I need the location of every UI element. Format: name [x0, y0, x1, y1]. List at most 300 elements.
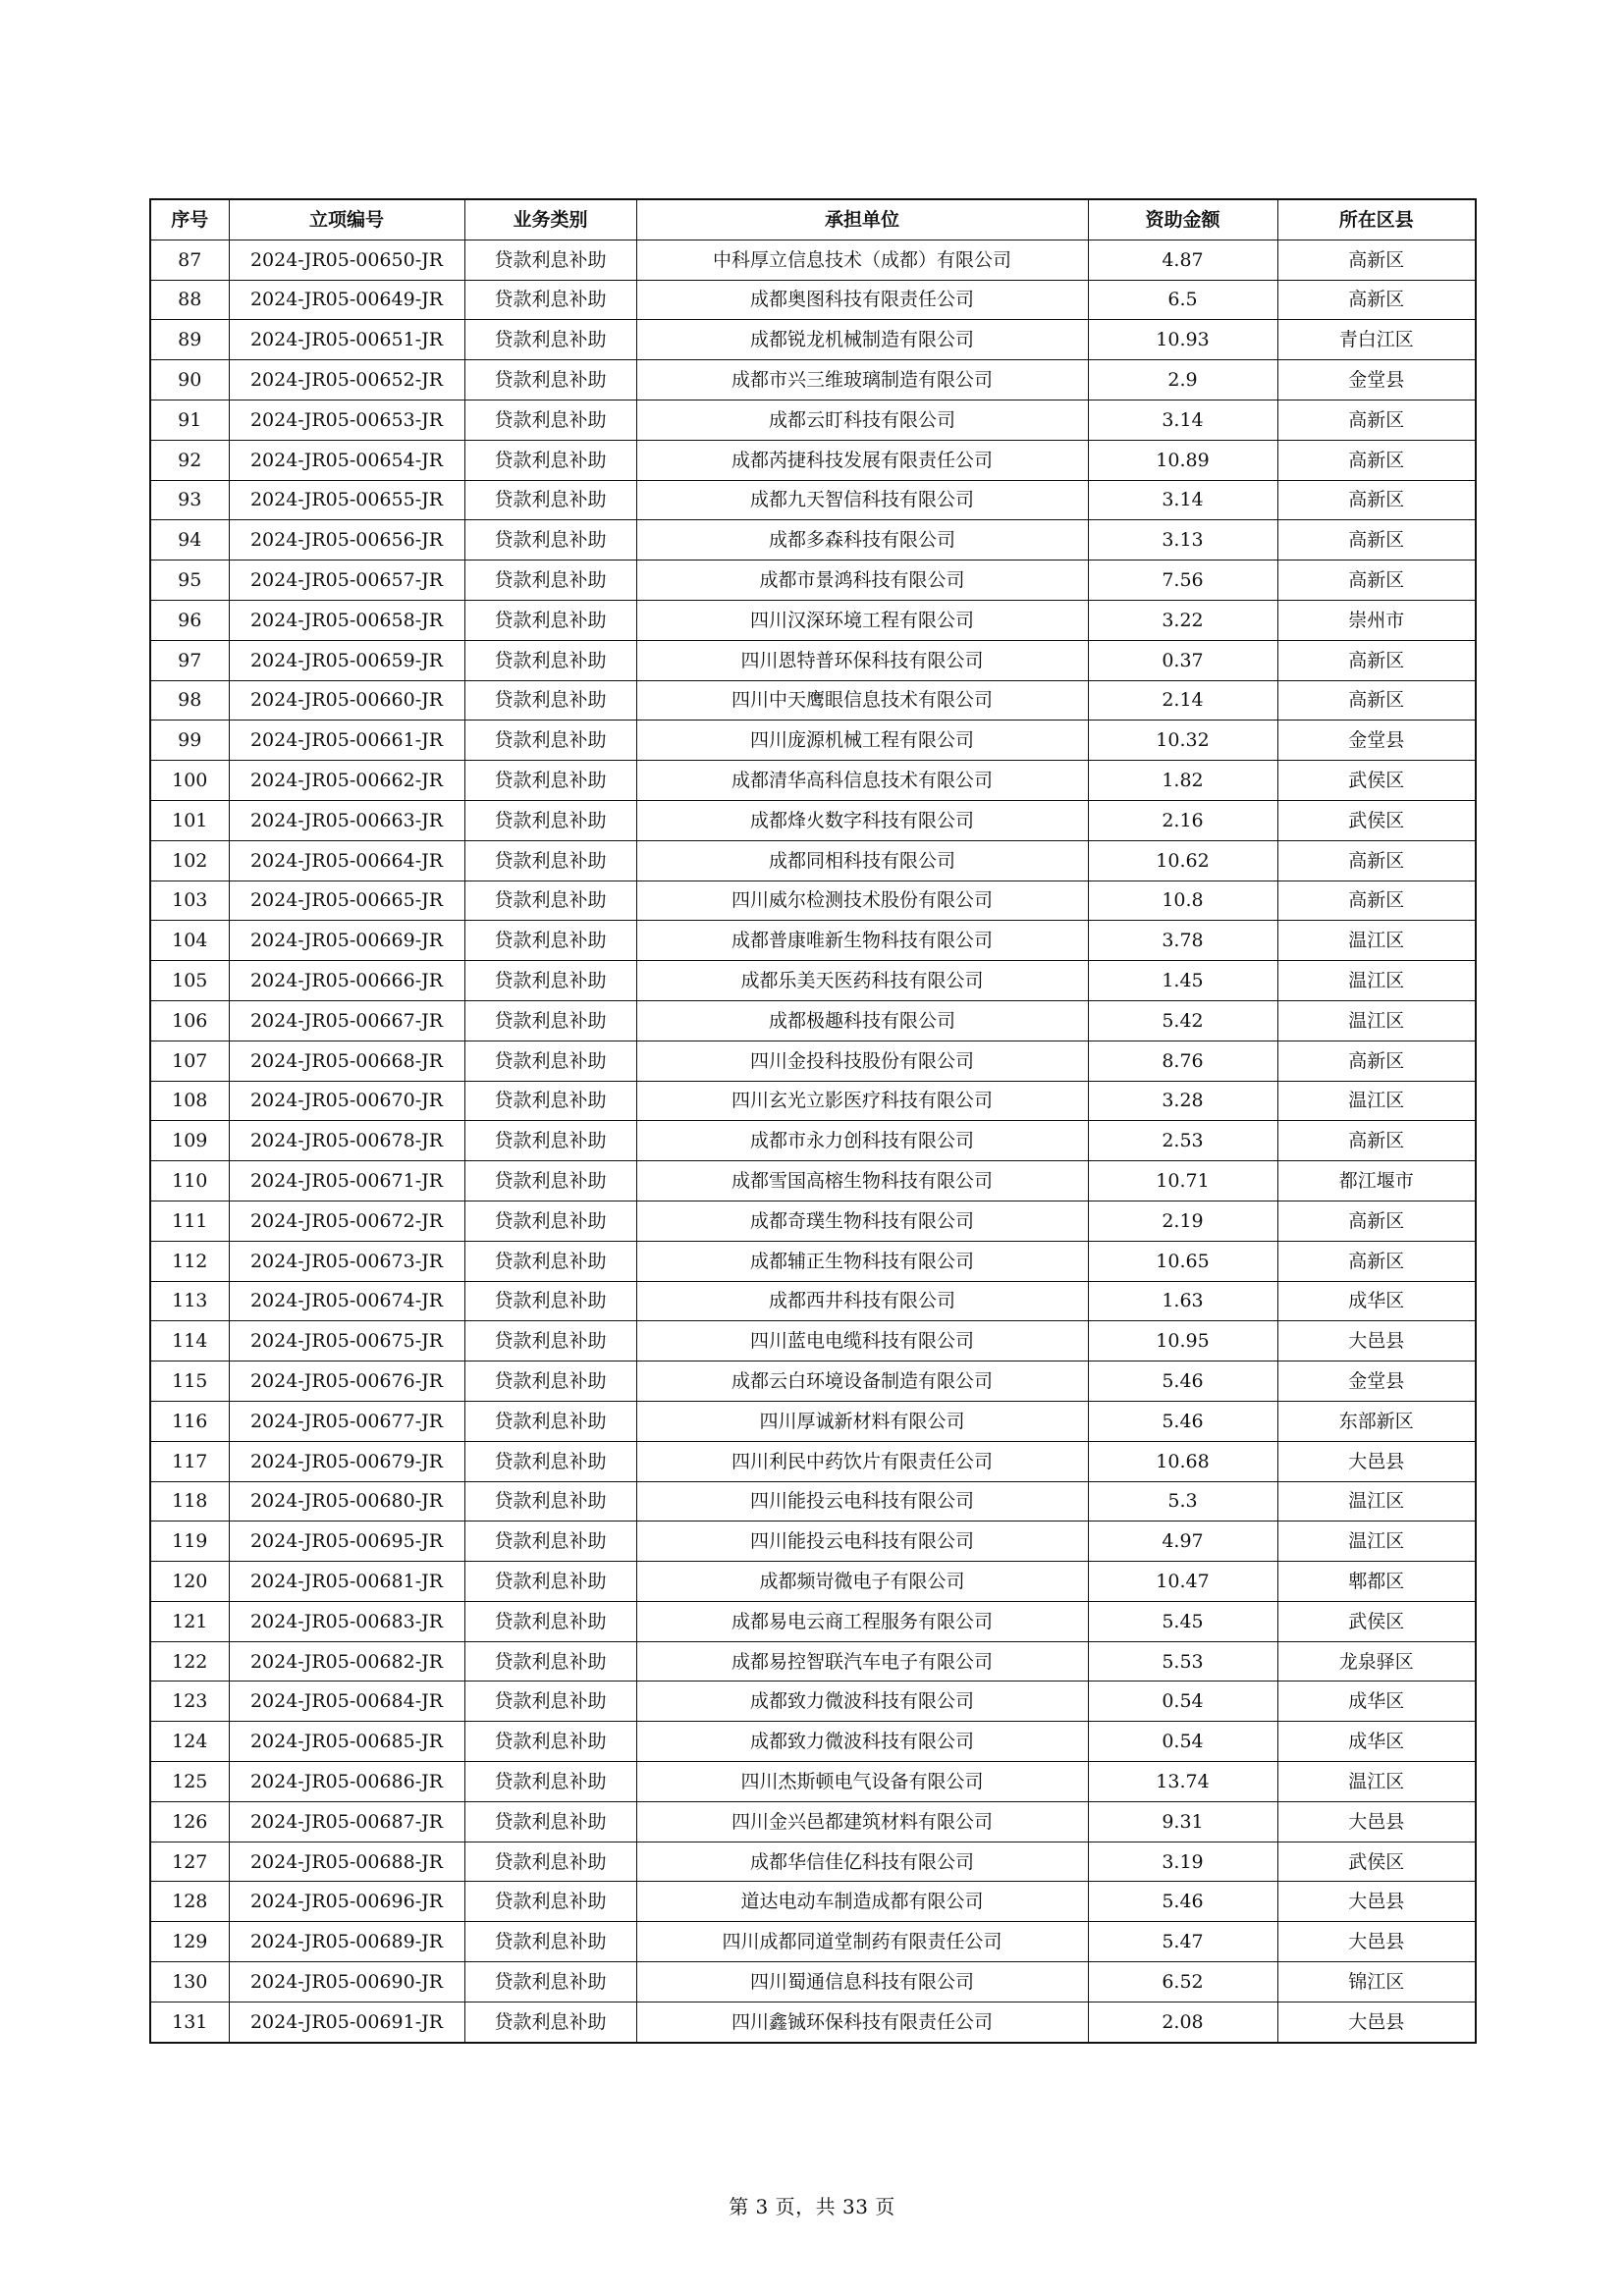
cell-district: 锦江区	[1277, 1962, 1476, 2002]
table-row	[150, 1281, 1476, 1321]
header-district: 所在区县	[1277, 199, 1476, 240]
cell-organization: 四川鑫铖环保科技有限责任公司	[636, 2002, 1088, 2042]
cell-category: 贷款利息补助	[464, 360, 636, 400]
cell-amount: 3.78	[1088, 921, 1277, 961]
cell-organization: 成都普康唯新生物科技有限公司	[636, 921, 1088, 961]
cell-category: 贷款利息补助	[464, 1121, 636, 1161]
cell-amount: 7.56	[1088, 561, 1277, 601]
cell-index: 128	[150, 1882, 229, 1922]
cell-organization: 成都烽火数字科技有限公司	[636, 800, 1088, 840]
cell-index: 102	[150, 840, 229, 881]
cell-organization: 成都极趣科技有限公司	[636, 1000, 1088, 1041]
cell-category: 贷款利息补助	[464, 520, 636, 561]
cell-organization: 成都九天智信科技有限公司	[636, 480, 1088, 520]
cell-category: 贷款利息补助	[464, 721, 636, 761]
cell-category: 贷款利息补助	[464, 1641, 636, 1682]
cell-organization: 成都云盯科技有限公司	[636, 400, 1088, 440]
table-row	[150, 600, 1476, 640]
table-row	[150, 1321, 1476, 1362]
cell-district: 高新区	[1277, 1201, 1476, 1241]
cell-category: 贷款利息补助	[464, 561, 636, 601]
cell-project-id: 2024-JR05-00685-JR	[229, 1722, 464, 1762]
cell-index: 131	[150, 2002, 229, 2042]
cell-category: 贷款利息补助	[464, 680, 636, 721]
cell-amount: 5.42	[1088, 1000, 1277, 1041]
cell-amount: 1.63	[1088, 1281, 1277, 1321]
cell-amount: 1.45	[1088, 961, 1277, 1001]
cell-project-id: 2024-JR05-00649-JR	[229, 280, 464, 320]
cell-amount: 5.46	[1088, 1362, 1277, 1402]
header-index: 序号	[150, 199, 229, 240]
cell-project-id: 2024-JR05-00695-JR	[229, 1522, 464, 1562]
cell-index: 127	[150, 1842, 229, 1882]
cell-district: 高新区	[1277, 440, 1476, 480]
table-row	[150, 640, 1476, 680]
cell-district: 高新区	[1277, 1241, 1476, 1281]
cell-organization: 四川威尔检测技术股份有限公司	[636, 881, 1088, 921]
cell-category: 贷款利息补助	[464, 881, 636, 921]
cell-project-id: 2024-JR05-00689-JR	[229, 1922, 464, 1962]
cell-organization: 四川金投科技股份有限公司	[636, 1041, 1088, 1081]
cell-district: 高新区	[1277, 1121, 1476, 1161]
cell-organization: 成都乐美天医药科技有限公司	[636, 961, 1088, 1001]
cell-category: 贷款利息补助	[464, 800, 636, 840]
cell-amount: 4.97	[1088, 1522, 1277, 1562]
cell-index: 110	[150, 1161, 229, 1201]
cell-index: 123	[150, 1682, 229, 1722]
table-row	[150, 1201, 1476, 1241]
cell-category: 贷款利息补助	[464, 921, 636, 961]
cell-district: 武侯区	[1277, 1601, 1476, 1641]
cell-project-id: 2024-JR05-00650-JR	[229, 240, 464, 280]
table-row	[150, 761, 1476, 801]
cell-category: 贷款利息补助	[464, 1522, 636, 1562]
cell-project-id: 2024-JR05-00653-JR	[229, 400, 464, 440]
cell-district: 高新区	[1277, 480, 1476, 520]
table-row	[150, 1401, 1476, 1441]
cell-organization: 成都多森科技有限公司	[636, 520, 1088, 561]
cell-index: 114	[150, 1321, 229, 1362]
cell-index: 101	[150, 800, 229, 840]
cell-project-id: 2024-JR05-00691-JR	[229, 2002, 464, 2042]
cell-district: 郫都区	[1277, 1562, 1476, 1602]
header-project-id: 立项编号	[229, 199, 464, 240]
cell-district: 东部新区	[1277, 1401, 1476, 1441]
cell-index: 126	[150, 1801, 229, 1842]
cell-organization: 四川杰斯顿电气设备有限公司	[636, 1762, 1088, 1802]
cell-category: 贷款利息补助	[464, 1321, 636, 1362]
cell-category: 贷款利息补助	[464, 1000, 636, 1041]
table-row	[150, 1000, 1476, 1041]
cell-index: 99	[150, 721, 229, 761]
cell-district: 武侯区	[1277, 800, 1476, 840]
cell-amount: 10.93	[1088, 320, 1277, 360]
cell-district: 温江区	[1277, 1522, 1476, 1562]
cell-category: 贷款利息补助	[464, 1562, 636, 1602]
header-organization: 承担单位	[636, 199, 1088, 240]
table-header-row	[150, 199, 1476, 240]
cell-organization: 成都华信佳亿科技有限公司	[636, 1842, 1088, 1882]
cell-organization: 成都致力微波科技有限公司	[636, 1682, 1088, 1722]
table-row	[150, 240, 1476, 280]
cell-district: 武侯区	[1277, 761, 1476, 801]
cell-organization: 四川能投云电科技有限公司	[636, 1522, 1088, 1562]
cell-project-id: 2024-JR05-00651-JR	[229, 320, 464, 360]
cell-category: 贷款利息补助	[464, 1481, 636, 1522]
cell-index: 122	[150, 1641, 229, 1682]
cell-organization: 中科厚立信息技术（成都）有限公司	[636, 240, 1088, 280]
cell-category: 贷款利息补助	[464, 1362, 636, 1402]
cell-organization: 四川成都同道堂制药有限责任公司	[636, 1922, 1088, 1962]
cell-district: 大邑县	[1277, 1441, 1476, 1481]
cell-district: 都江堰市	[1277, 1161, 1476, 1201]
cell-project-id: 2024-JR05-00669-JR	[229, 921, 464, 961]
cell-amount: 1.82	[1088, 761, 1277, 801]
table-row	[150, 480, 1476, 520]
cell-index: 112	[150, 1241, 229, 1281]
cell-index: 106	[150, 1000, 229, 1041]
cell-category: 贷款利息补助	[464, 840, 636, 881]
cell-district: 金堂县	[1277, 1362, 1476, 1402]
cell-organization: 四川庞源机械工程有限公司	[636, 721, 1088, 761]
cell-index: 113	[150, 1281, 229, 1321]
cell-organization: 成都频岢微电子有限公司	[636, 1562, 1088, 1602]
cell-amount: 8.76	[1088, 1041, 1277, 1081]
cell-index: 121	[150, 1601, 229, 1641]
cell-amount: 10.62	[1088, 840, 1277, 881]
funding-table	[149, 198, 1477, 2044]
cell-amount: 5.45	[1088, 1601, 1277, 1641]
table-row	[150, 2002, 1476, 2042]
cell-amount: 3.14	[1088, 400, 1277, 440]
cell-project-id: 2024-JR05-00675-JR	[229, 1321, 464, 1362]
cell-organization: 成都锐龙机械制造有限公司	[636, 320, 1088, 360]
cell-project-id: 2024-JR05-00673-JR	[229, 1241, 464, 1281]
table-row	[150, 1601, 1476, 1641]
cell-project-id: 2024-JR05-00674-JR	[229, 1281, 464, 1321]
cell-amount: 5.53	[1088, 1641, 1277, 1682]
cell-district: 高新区	[1277, 561, 1476, 601]
cell-district: 高新区	[1277, 1041, 1476, 1081]
cell-index: 119	[150, 1522, 229, 1562]
cell-district: 高新区	[1277, 680, 1476, 721]
cell-project-id: 2024-JR05-00688-JR	[229, 1842, 464, 1882]
cell-project-id: 2024-JR05-00652-JR	[229, 360, 464, 400]
cell-amount: 5.47	[1088, 1922, 1277, 1962]
cell-district: 大邑县	[1277, 1922, 1476, 1962]
cell-index: 118	[150, 1481, 229, 1522]
cell-category: 贷款利息补助	[464, 1601, 636, 1641]
cell-organization: 成都易控智联汽车电子有限公司	[636, 1641, 1088, 1682]
cell-amount: 10.68	[1088, 1441, 1277, 1481]
cell-project-id: 2024-JR05-00684-JR	[229, 1682, 464, 1722]
cell-category: 贷款利息补助	[464, 280, 636, 320]
cell-organization: 成都市兴三维玻璃制造有限公司	[636, 360, 1088, 400]
cell-district: 成华区	[1277, 1281, 1476, 1321]
cell-project-id: 2024-JR05-00681-JR	[229, 1562, 464, 1602]
cell-category: 贷款利息补助	[464, 761, 636, 801]
table-row	[150, 1842, 1476, 1882]
cell-project-id: 2024-JR05-00664-JR	[229, 840, 464, 881]
cell-project-id: 2024-JR05-00663-JR	[229, 800, 464, 840]
cell-index: 115	[150, 1362, 229, 1402]
cell-project-id: 2024-JR05-00668-JR	[229, 1041, 464, 1081]
cell-district: 大邑县	[1277, 1801, 1476, 1842]
cell-district: 温江区	[1277, 961, 1476, 1001]
table-row	[150, 680, 1476, 721]
cell-category: 贷款利息补助	[464, 480, 636, 520]
cell-project-id: 2024-JR05-00666-JR	[229, 961, 464, 1001]
cell-amount: 6.5	[1088, 280, 1277, 320]
cell-category: 贷款利息补助	[464, 1922, 636, 1962]
cell-organization: 四川厚诚新材料有限公司	[636, 1401, 1088, 1441]
cell-category: 贷款利息补助	[464, 1801, 636, 1842]
cell-project-id: 2024-JR05-00670-JR	[229, 1081, 464, 1121]
cell-district: 大邑县	[1277, 1882, 1476, 1922]
cell-organization: 成都同相科技有限公司	[636, 840, 1088, 881]
cell-category: 贷款利息补助	[464, 1241, 636, 1281]
table-row	[150, 721, 1476, 761]
cell-district: 高新区	[1277, 640, 1476, 680]
table-row	[150, 1441, 1476, 1481]
cell-amount: 10.8	[1088, 881, 1277, 921]
cell-district: 温江区	[1277, 1481, 1476, 1522]
cell-index: 111	[150, 1201, 229, 1241]
cell-amount: 2.14	[1088, 680, 1277, 721]
cell-district: 高新区	[1277, 280, 1476, 320]
cell-organization: 四川玄光立影医疗科技有限公司	[636, 1081, 1088, 1121]
table-row	[150, 400, 1476, 440]
table-row	[150, 360, 1476, 400]
cell-amount: 3.13	[1088, 520, 1277, 561]
cell-district: 成华区	[1277, 1722, 1476, 1762]
cell-category: 贷款利息补助	[464, 1281, 636, 1321]
cell-index: 108	[150, 1081, 229, 1121]
table-row	[150, 1641, 1476, 1682]
cell-district: 成华区	[1277, 1682, 1476, 1722]
cell-category: 贷款利息补助	[464, 440, 636, 480]
cell-category: 贷款利息补助	[464, 1201, 636, 1241]
cell-project-id: 2024-JR05-00683-JR	[229, 1601, 464, 1641]
table-row	[150, 1121, 1476, 1161]
cell-organization: 成都致力微波科技有限公司	[636, 1722, 1088, 1762]
cell-amount: 2.16	[1088, 800, 1277, 840]
cell-project-id: 2024-JR05-00665-JR	[229, 881, 464, 921]
cell-category: 贷款利息补助	[464, 1041, 636, 1081]
cell-index: 105	[150, 961, 229, 1001]
cell-amount: 2.19	[1088, 1201, 1277, 1241]
cell-district: 龙泉驿区	[1277, 1641, 1476, 1682]
cell-category: 贷款利息补助	[464, 1882, 636, 1922]
cell-index: 120	[150, 1562, 229, 1602]
table-row	[150, 1161, 1476, 1201]
cell-amount: 3.14	[1088, 480, 1277, 520]
table-row	[150, 440, 1476, 480]
table-row	[150, 1682, 1476, 1722]
table-row	[150, 1241, 1476, 1281]
cell-amount: 10.71	[1088, 1161, 1277, 1201]
cell-district: 青白江区	[1277, 320, 1476, 360]
table-row	[150, 881, 1476, 921]
cell-index: 107	[150, 1041, 229, 1081]
cell-organization: 四川恩特普环保科技有限公司	[636, 640, 1088, 680]
cell-district: 高新区	[1277, 881, 1476, 921]
cell-amount: 3.28	[1088, 1081, 1277, 1121]
table-row	[150, 1882, 1476, 1922]
cell-index: 91	[150, 400, 229, 440]
cell-project-id: 2024-JR05-00679-JR	[229, 1441, 464, 1481]
cell-category: 贷款利息补助	[464, 1682, 636, 1722]
cell-project-id: 2024-JR05-00672-JR	[229, 1201, 464, 1241]
table-row	[150, 1801, 1476, 1842]
cell-project-id: 2024-JR05-00686-JR	[229, 1762, 464, 1802]
cell-district: 大邑县	[1277, 1321, 1476, 1362]
cell-organization: 成都奇璞生物科技有限公司	[636, 1201, 1088, 1241]
table-row	[150, 1081, 1476, 1121]
cell-index: 98	[150, 680, 229, 721]
cell-project-id: 2024-JR05-00680-JR	[229, 1481, 464, 1522]
cell-organization: 成都西井科技有限公司	[636, 1281, 1088, 1321]
table-row	[150, 921, 1476, 961]
cell-amount: 0.54	[1088, 1722, 1277, 1762]
cell-amount: 10.65	[1088, 1241, 1277, 1281]
cell-organization: 成都市景鸿科技有限公司	[636, 561, 1088, 601]
cell-amount: 10.95	[1088, 1321, 1277, 1362]
cell-organization: 道达电动车制造成都有限公司	[636, 1882, 1088, 1922]
cell-organization: 成都奥图科技有限责任公司	[636, 280, 1088, 320]
cell-project-id: 2024-JR05-00676-JR	[229, 1362, 464, 1402]
cell-organization: 成都市永力创科技有限公司	[636, 1121, 1088, 1161]
cell-district: 高新区	[1277, 240, 1476, 280]
cell-district: 高新区	[1277, 520, 1476, 561]
cell-category: 贷款利息补助	[464, 1962, 636, 2002]
cell-project-id: 2024-JR05-00667-JR	[229, 1000, 464, 1041]
cell-amount: 0.54	[1088, 1682, 1277, 1722]
cell-district: 武侯区	[1277, 1842, 1476, 1882]
cell-district: 崇州市	[1277, 600, 1476, 640]
cell-index: 109	[150, 1121, 229, 1161]
cell-organization: 成都芮捷科技发展有限责任公司	[636, 440, 1088, 480]
cell-organization: 成都雪国高榕生物科技有限公司	[636, 1161, 1088, 1201]
cell-index: 90	[150, 360, 229, 400]
table-row	[150, 1962, 1476, 2002]
cell-index: 117	[150, 1441, 229, 1481]
cell-project-id: 2024-JR05-00671-JR	[229, 1161, 464, 1201]
cell-index: 89	[150, 320, 229, 360]
cell-amount: 3.22	[1088, 600, 1277, 640]
table-body	[150, 240, 1476, 2042]
table-row	[150, 1722, 1476, 1762]
cell-index: 129	[150, 1922, 229, 1962]
cell-index: 88	[150, 280, 229, 320]
cell-organization: 四川中天鹰眼信息技术有限公司	[636, 680, 1088, 721]
cell-amount: 10.47	[1088, 1562, 1277, 1602]
cell-category: 贷款利息补助	[464, 1762, 636, 1802]
cell-category: 贷款利息补助	[464, 1722, 636, 1762]
cell-amount: 3.19	[1088, 1842, 1277, 1882]
cell-project-id: 2024-JR05-00661-JR	[229, 721, 464, 761]
cell-category: 贷款利息补助	[464, 320, 636, 360]
cell-index: 92	[150, 440, 229, 480]
cell-amount: 13.74	[1088, 1762, 1277, 1802]
cell-category: 贷款利息补助	[464, 240, 636, 280]
table-row	[150, 280, 1476, 320]
cell-index: 96	[150, 600, 229, 640]
cell-district: 金堂县	[1277, 360, 1476, 400]
cell-project-id: 2024-JR05-00660-JR	[229, 680, 464, 721]
cell-amount: 2.9	[1088, 360, 1277, 400]
cell-amount: 6.52	[1088, 1962, 1277, 2002]
cell-index: 94	[150, 520, 229, 561]
cell-index: 87	[150, 240, 229, 280]
cell-organization: 成都云白环境设备制造有限公司	[636, 1362, 1088, 1402]
cell-category: 贷款利息补助	[464, 1441, 636, 1481]
cell-amount: 5.3	[1088, 1481, 1277, 1522]
table-row	[150, 1522, 1476, 1562]
table-row	[150, 320, 1476, 360]
header-amount: 资助金额	[1088, 199, 1277, 240]
cell-index: 125	[150, 1762, 229, 1802]
cell-project-id: 2024-JR05-00654-JR	[229, 440, 464, 480]
cell-index: 130	[150, 1962, 229, 2002]
cell-district: 温江区	[1277, 1000, 1476, 1041]
cell-index: 93	[150, 480, 229, 520]
cell-index: 97	[150, 640, 229, 680]
table-row	[150, 1481, 1476, 1522]
cell-organization: 成都辅正生物科技有限公司	[636, 1241, 1088, 1281]
cell-district: 金堂县	[1277, 721, 1476, 761]
cell-category: 贷款利息补助	[464, 1081, 636, 1121]
cell-amount: 5.46	[1088, 1401, 1277, 1441]
table-row	[150, 800, 1476, 840]
cell-project-id: 2024-JR05-00659-JR	[229, 640, 464, 680]
table-row	[150, 1562, 1476, 1602]
cell-project-id: 2024-JR05-00657-JR	[229, 561, 464, 601]
cell-organization: 四川蓝电电缆科技有限公司	[636, 1321, 1088, 1362]
cell-organization: 四川汉深环境工程有限公司	[636, 600, 1088, 640]
cell-organization: 四川蜀通信息科技有限公司	[636, 1962, 1088, 2002]
cell-project-id: 2024-JR05-00682-JR	[229, 1641, 464, 1682]
cell-category: 贷款利息补助	[464, 1842, 636, 1882]
cell-project-id: 2024-JR05-00655-JR	[229, 480, 464, 520]
cell-category: 贷款利息补助	[464, 600, 636, 640]
cell-index: 104	[150, 921, 229, 961]
cell-index: 116	[150, 1401, 229, 1441]
cell-index: 124	[150, 1722, 229, 1762]
cell-project-id: 2024-JR05-00677-JR	[229, 1401, 464, 1441]
cell-project-id: 2024-JR05-00662-JR	[229, 761, 464, 801]
table-row	[150, 961, 1476, 1001]
cell-project-id: 2024-JR05-00696-JR	[229, 1882, 464, 1922]
cell-amount: 10.32	[1088, 721, 1277, 761]
cell-amount: 2.08	[1088, 2002, 1277, 2042]
cell-category: 贷款利息补助	[464, 1161, 636, 1201]
cell-project-id: 2024-JR05-00656-JR	[229, 520, 464, 561]
table-row	[150, 561, 1476, 601]
cell-category: 贷款利息补助	[464, 400, 636, 440]
cell-amount: 4.87	[1088, 240, 1277, 280]
cell-project-id: 2024-JR05-00658-JR	[229, 600, 464, 640]
table-row	[150, 1362, 1476, 1402]
cell-organization: 成都清华高科信息技术有限公司	[636, 761, 1088, 801]
cell-organization: 成都易电云商工程服务有限公司	[636, 1601, 1088, 1641]
table-row	[150, 1922, 1476, 1962]
cell-index: 103	[150, 881, 229, 921]
cell-amount: 9.31	[1088, 1801, 1277, 1842]
table-row	[150, 1041, 1476, 1081]
cell-index: 100	[150, 761, 229, 801]
cell-project-id: 2024-JR05-00678-JR	[229, 1121, 464, 1161]
